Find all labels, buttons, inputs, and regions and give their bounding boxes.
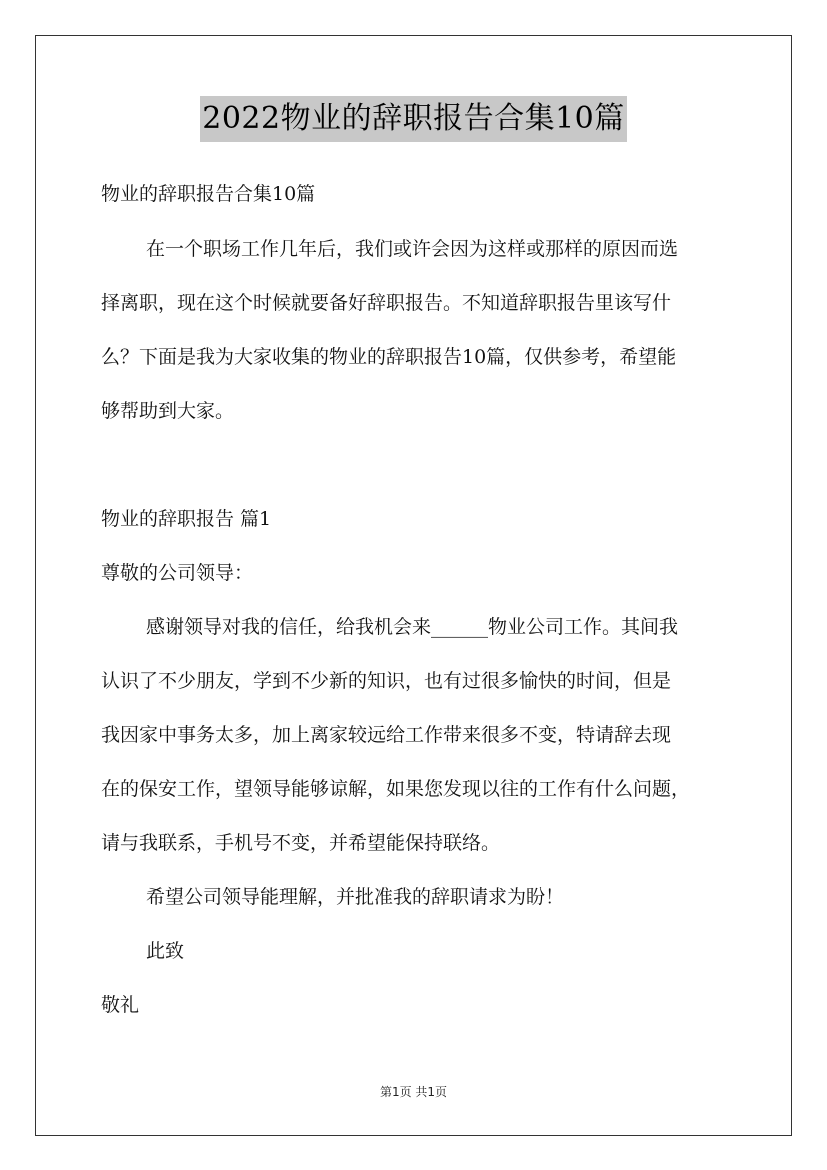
body-line: 感谢领导对我的信任，给我机会来______物业公司工作。其间我 [146, 616, 679, 638]
body-line: 在的保安工作，望领导能够谅解，如果您发现以往的工作有什么问题， [101, 778, 691, 800]
intro-line: 够帮助到大家。 [101, 400, 235, 422]
intro-line: 在一个职场工作几年后，我们或许会因为这样或那样的原因而选 [146, 238, 679, 260]
body-line: 请与我联系，手机号不变，并希望能保持联络。 [101, 832, 501, 854]
salutation: 尊敬的公司领导： [101, 562, 254, 584]
document-title: 2022物业的辞职报告合集10篇 [200, 96, 627, 142]
document-title-wrap [0, 96, 827, 142]
section-title: 物业的辞职报告 篇1 [101, 508, 272, 530]
closing-cizhi: 此致 [146, 940, 185, 962]
page-footer: 第1页 共1页 [379, 1085, 448, 1099]
closing-request: 希望公司领导能理解，并批准我的辞职请求为盼！ [146, 886, 565, 908]
body-line: 认识了不少朋友，学到不少新的知识，也有过很多愉快的时间，但是 [101, 670, 672, 692]
intro-line: 择离职，现在这个时候就要备好辞职报告。不知道辞职报告里该写什 [101, 292, 672, 314]
closing-jingli: 敬礼 [101, 994, 140, 1016]
body-line: 我因家中事务太多，加上离家较远给工作带来很多不变，特请辞去现 [101, 724, 672, 746]
intro-line: 么？下面是我为大家收集的物业的辞职报告10篇，仅供参考，希望能 [101, 346, 677, 368]
document-subtitle: 物业的辞职报告合集10篇 [101, 183, 316, 205]
